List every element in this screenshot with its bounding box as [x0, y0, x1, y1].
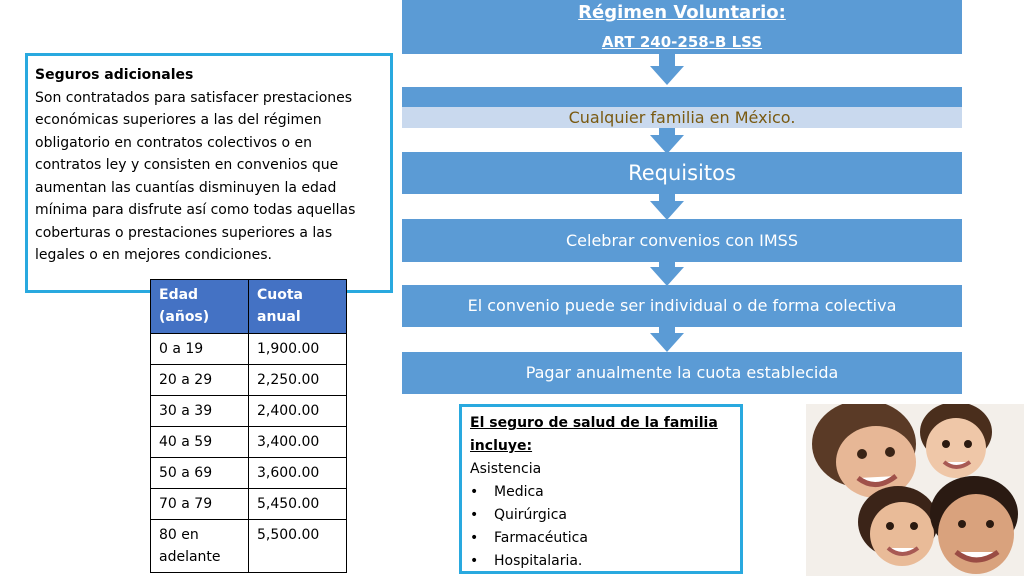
family-photo-illustration [806, 404, 1024, 576]
age-cell: 50 a 69 [151, 458, 249, 489]
requirements-heading-box [402, 152, 962, 194]
fee-cell: 5,450.00 [249, 489, 347, 520]
regimen-title: Régimen Voluntario: [578, 2, 786, 23]
age-cell: 0 a 19 [151, 334, 249, 365]
age-cell: 30 a 39 [151, 396, 249, 427]
regimen-title-box [402, 0, 962, 54]
table-row [151, 458, 347, 489]
age-cell: 40 a 59 [151, 427, 249, 458]
down-arrow-icon [650, 66, 684, 85]
who-box [402, 107, 962, 128]
health-heading: El seguro de salud de la familia incluye: [470, 415, 718, 454]
health-items-list [470, 481, 732, 573]
fee-cell: 3,400.00 [249, 427, 347, 458]
fee-table [150, 279, 347, 573]
table-row [151, 334, 347, 365]
fee-cell: 3,600.00 [249, 458, 347, 489]
who-text: Cualquier familia en México. [568, 108, 796, 127]
requirement-step-label: Celebrar convenios con IMSS [566, 231, 798, 250]
note-heading: Seguros adicionales [35, 67, 194, 83]
fee-cell: 1,900.00 [249, 334, 347, 365]
requirement-step [402, 352, 962, 394]
fee-cell: 2,400.00 [249, 396, 347, 427]
requirement-step [402, 285, 962, 327]
fee-cell: 2,250.00 [249, 365, 347, 396]
column-header-fee: Cuota anual [249, 280, 347, 334]
column-header-age: Edad (años) [151, 280, 249, 334]
down-arrow-icon [650, 201, 684, 220]
requirement-step-label: El convenio puede ser individual o de forma colectiva [467, 296, 897, 315]
down-arrow-icon [650, 267, 684, 286]
list-item: • Hospitalaria. [470, 550, 732, 573]
age-cell: 70 a 79 [151, 489, 249, 520]
table-row [151, 365, 347, 396]
requirement-step [402, 219, 962, 262]
table-row [151, 489, 347, 520]
requirement-step-label: Pagar anualmente la cuota establecida [525, 363, 839, 382]
table-row [151, 427, 347, 458]
table-row [151, 520, 347, 573]
age-cell: 80 en adelante [151, 520, 249, 573]
health-subheading: Asistencia [470, 461, 542, 477]
table-header-row [151, 280, 347, 334]
who-box-header [402, 87, 962, 107]
health-coverage-box [459, 404, 743, 574]
age-cell: 20 a 29 [151, 365, 249, 396]
down-arrow-icon [650, 333, 684, 352]
regimen-article: ART 240-258-B LSS [601, 33, 763, 51]
list-item: • Quirúrgica [470, 504, 732, 527]
table-row [151, 396, 347, 427]
fee-cell: 5,500.00 [249, 520, 347, 573]
list-item: • Farmacéutica [470, 527, 732, 550]
family-photo [806, 404, 1024, 576]
requirements-heading: Requisitos [628, 161, 736, 185]
note-body: Son contratados para satisfacer prestaciones económicas superiores a las del régimen obligatorio en contratos colectivos o en contratos ley y consisten en convenios que aumentan las cuantías disminuyen la edad mínima para disfrute así como todas aquellas coberturas o prestaciones superiores a las legales o en mejores condiciones. [35, 89, 356, 263]
additional-insurance-note [25, 53, 393, 293]
list-item: • Medica [470, 481, 732, 504]
